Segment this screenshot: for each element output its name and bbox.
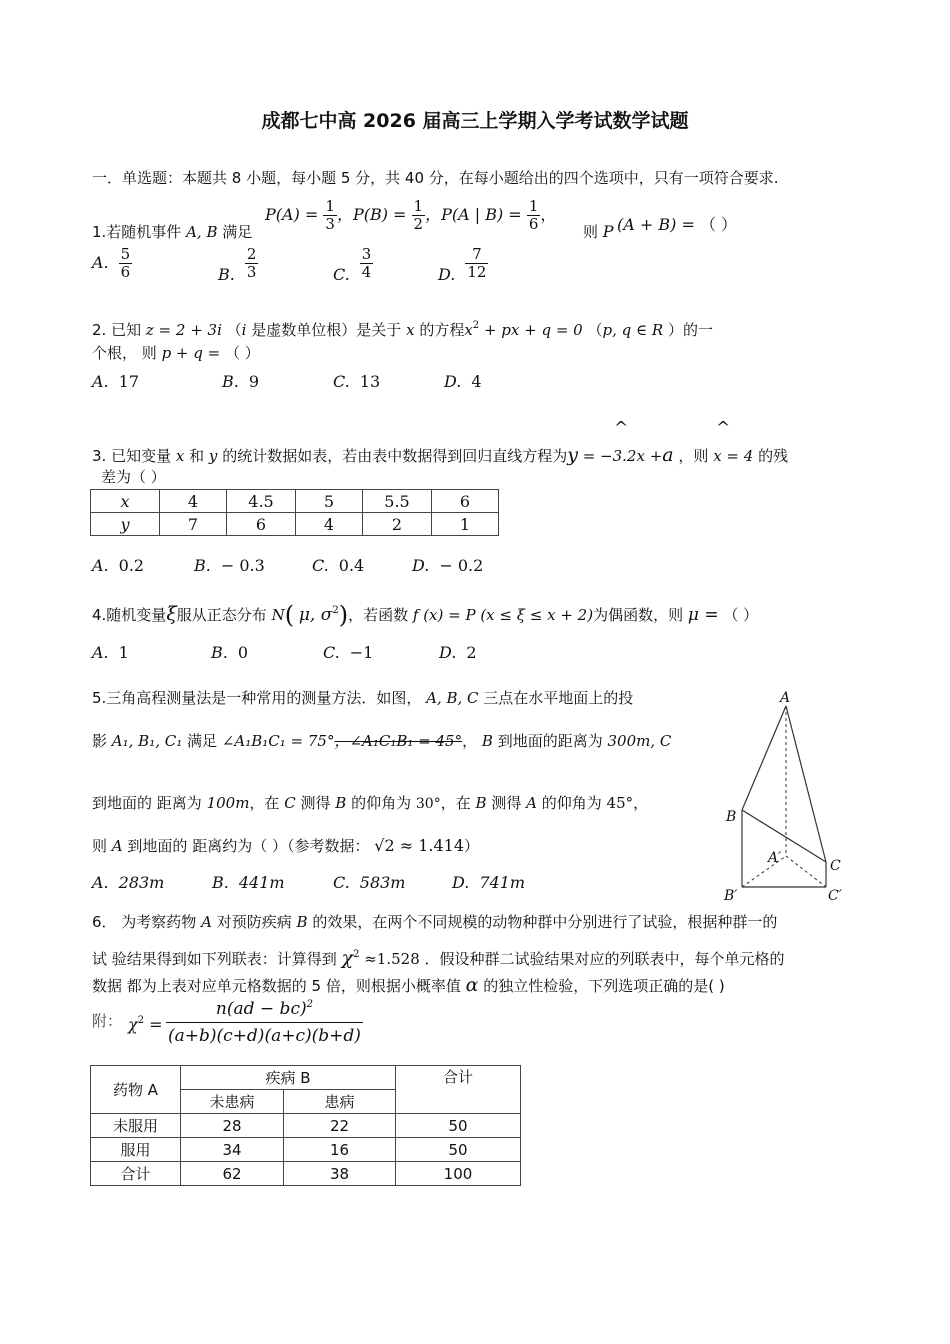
q3-hat-y: ^	[614, 418, 629, 438]
q2-option-b[interactable]: B. 9	[222, 372, 260, 391]
q2-line-2: 个根， 则 p + q = （ ）	[92, 344, 260, 362]
table-cell: 50	[396, 1114, 521, 1138]
q5-pyramid-figure	[718, 690, 854, 904]
q6-contingency-table	[90, 1065, 521, 1186]
edge-bc	[742, 810, 826, 862]
q3-data-table	[90, 489, 499, 536]
q3-head-y: y	[91, 513, 160, 536]
q5-line-1: 5.三角高程测量法是一种常用的测量方法．如图， A, B, C 三点在水平地面上的投	[92, 689, 634, 707]
q5-option-b[interactable]: B. 441m	[212, 873, 285, 892]
q5-option-d[interactable]: D. 741m	[452, 873, 526, 892]
table-cell: 4	[296, 513, 363, 536]
q6-formula-prefix: 附：	[92, 1012, 123, 1030]
q1-pa: P(A) =	[265, 205, 319, 224]
q5-line-2: 影 A₁, B₁, C₁ 满足 ∠A₁B₁C₁ = 75°，∠A₁C₁B₁ = 45°， B 到地面的距离为 300m, C	[92, 732, 672, 750]
q3-line-1: 3. 已知变量 x 和 y 的统计数据如表，若由表中数据得到回归直线方程为y = −3.2x +a ，则 x = 4 的残	[92, 444, 789, 466]
q1-option-d[interactable]: D. $\frac{7}{12}$	[438, 245, 487, 284]
q2-option-a[interactable]: A. 17	[92, 372, 139, 391]
page-title: 成都七中高 2026 届高三上学期入学考试数学试题	[261, 110, 689, 132]
table-row	[91, 1138, 521, 1162]
edge-ac	[786, 706, 826, 862]
q6-header-drug: 药物 A	[91, 1066, 181, 1114]
q5-line-3: 到地面的 距离为 100m，在 C 测得 B 的仰角为 30°，在 B 测得 A 的仰角为 45°，	[92, 794, 649, 812]
q3-head-x: x	[91, 490, 160, 513]
label-b1: B′	[724, 888, 738, 904]
q1-stem	[92, 221, 252, 243]
q6-chi-square-lhs: $\chi^2$ =	[128, 1015, 163, 1034]
table-row	[91, 513, 499, 536]
q1-vars: A, B	[186, 223, 218, 241]
edge-ab	[742, 706, 786, 810]
table-cell: 2	[363, 513, 432, 536]
q3-option-a[interactable]: A. 0.2	[92, 556, 145, 575]
table-cell: 4	[160, 490, 227, 513]
label-b: B	[726, 809, 737, 825]
table-row	[91, 490, 499, 513]
q5-line-4: 则 A 到地面的 距离约为（ ）（参考数据： √2 ≈ 1.414）	[92, 836, 480, 855]
q3-option-b[interactable]: B. − 0.3	[194, 556, 265, 575]
q1-pab: ，P(A | B) =	[425, 205, 522, 224]
q1-option-b[interactable]: B. $\frac{2}{3}$	[218, 245, 257, 284]
q3-option-d[interactable]: D. − 0.2	[412, 556, 484, 575]
table-cell: 38	[284, 1162, 396, 1186]
table-cell: 16	[284, 1138, 396, 1162]
table-cell: 4.5	[227, 490, 296, 513]
q6-header-disease: 疾病 B	[181, 1066, 396, 1090]
q6-line-1: 6． 为考察药物 A 对预防疾病 B 的效果，在两个不同规模的动物种群中分别进行了试验，根据种群一的	[92, 913, 778, 931]
table-cell: 5	[296, 490, 363, 513]
q1-stem-text: 1.若随机事件	[92, 223, 182, 241]
q3-option-c[interactable]: C. 0.4	[312, 556, 365, 575]
table-row	[91, 1114, 521, 1138]
table-cell: 34	[181, 1138, 284, 1162]
q6-header-total: 合计	[396, 1066, 521, 1114]
q2-line-1: 2. 已知 z = 2 + 3i （i 是虚数单位根）是关于 x 的方程$x^2$ + px + q = 0 （p, q ∈ R ）的一	[92, 320, 713, 339]
label-a1: A′	[768, 850, 782, 866]
q1-frac-1: $\frac{1}{3}$	[325, 197, 335, 233]
label-c1: C′	[828, 888, 842, 904]
q3-hat-a: ^	[716, 418, 731, 438]
table-cell: 5.5	[363, 490, 432, 513]
q4-option-b[interactable]: B. 0	[211, 643, 249, 662]
q6-header-sick: 患病	[284, 1090, 396, 1114]
table-cell: 50	[396, 1138, 521, 1162]
table-cell: 28	[181, 1114, 284, 1138]
table-cell: 1	[432, 513, 499, 536]
edge-a1c1-hidden	[786, 856, 826, 887]
q1-then-text: 则	[583, 223, 599, 241]
q1-paplusb: (A + B) =	[617, 215, 695, 234]
q1-comma: ，	[540, 205, 557, 224]
table-cell: 7	[160, 513, 227, 536]
q1-target-expr	[617, 214, 737, 236]
q1-paren: （ ）	[699, 215, 738, 234]
table-cell: 100	[396, 1162, 521, 1186]
q1-option-a[interactable]: A. $\frac{5}{6}$	[92, 245, 131, 281]
q1-condition-formulas	[265, 198, 556, 233]
label-c: C	[830, 858, 841, 874]
q2-option-d[interactable]: D. 4	[444, 372, 482, 391]
q1-frac-3: $\frac{1}{6}$	[528, 197, 539, 233]
q1-then	[583, 221, 614, 243]
q5-option-a[interactable]: A. 283m	[92, 873, 165, 892]
q6-chi-square-fraction: n(ad − bc)$^2$ (a+b)(c+d)(a+c)(b+d)	[166, 992, 363, 1049]
q6-header-not-sick: 未患病	[181, 1090, 284, 1114]
table-cell: 22	[284, 1114, 396, 1138]
q1-option-c[interactable]: C. $\frac{3}{4}$	[333, 245, 372, 284]
q3-line-2: 差为（ ）	[101, 468, 166, 486]
q6-line-2: 试 验结果得到如下列联表：计算得到 $\chi^2 \approx 1.528$ ．假设种群二试验结果对应的列联表中，每个单元格的	[92, 947, 785, 969]
q1-p: P	[602, 222, 614, 241]
table-cell: 未服用	[91, 1114, 181, 1138]
q4-option-d[interactable]: D. 2	[439, 643, 477, 662]
table-cell: 62	[181, 1162, 284, 1186]
q4-option-c[interactable]: C. −1	[323, 643, 374, 662]
table-row	[91, 1162, 521, 1186]
table-cell: 6	[227, 513, 296, 536]
table-row	[91, 1066, 521, 1090]
table-cell: 6	[432, 490, 499, 513]
q4-option-a[interactable]: A. 1	[92, 643, 129, 662]
section-heading: 一．单选题：本题共 8 小题，每小题 5 分，共 40 分，在每小题给出的四个选项中，只有一项符合要求.	[92, 169, 779, 187]
q6-line-3: 数据 都为上表对应单元格数据的 5 倍，则根据小概率值 α 的独立性检验，下列选项正确的是( )	[92, 974, 725, 996]
q1-mid-text: 满足	[222, 223, 253, 241]
table-cell: 合计	[91, 1162, 181, 1186]
q4-stem: 4.随机变量ξ服从正态分布 N( μ, $\sigma^2$)，若函数 f (x) = P (x ≤ ξ ≤ x + 2)为偶函数，则 μ = （ ）	[92, 601, 759, 629]
table-cell: 服用	[91, 1138, 181, 1162]
label-a: A	[780, 690, 791, 706]
q1-pb: ，P(B) =	[336, 205, 407, 224]
q5-option-c[interactable]: C. 583m	[333, 873, 406, 892]
q1-frac-2: $\frac{1}{2}$	[413, 197, 424, 233]
q2-option-c[interactable]: C. 13	[333, 372, 381, 391]
